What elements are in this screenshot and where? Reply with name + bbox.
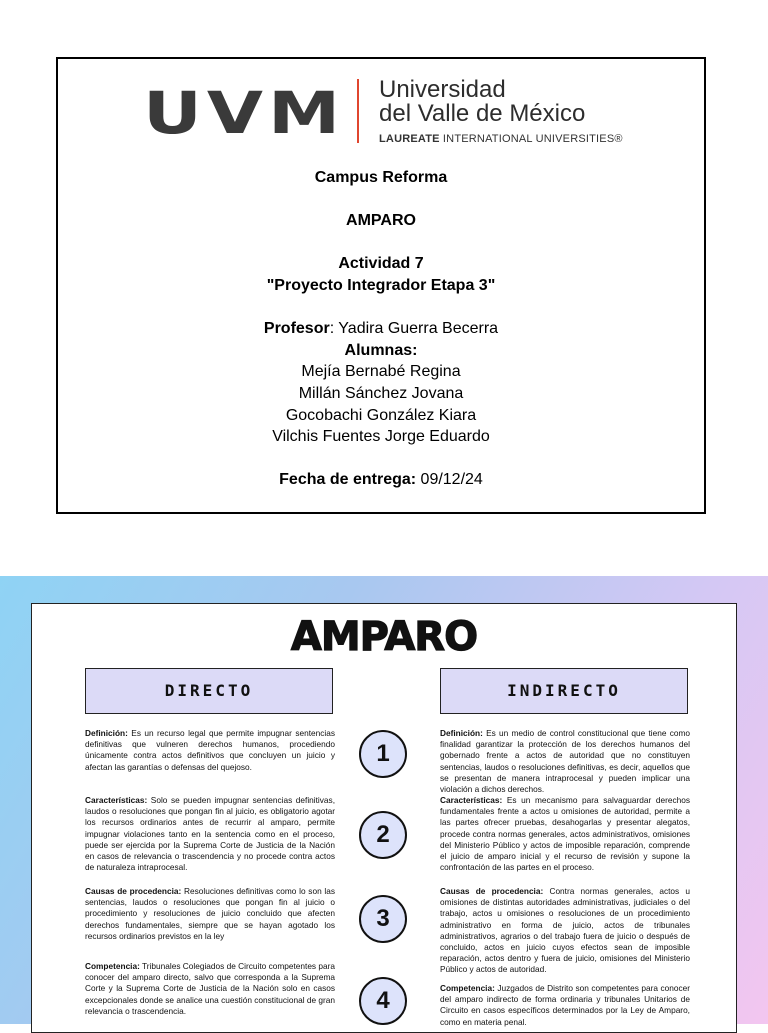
number-circle-4: 4: [359, 977, 407, 1025]
section-label: Causas de procedencia:: [85, 886, 182, 896]
section-text: Es un recurso legal que permite impugnar sentencias definitivas que vulneren derechos humanos, procediendo únicamente contra actos definitivos que concluyen un juicio y afectan las garantías o defensas del quejoso.: [85, 728, 335, 772]
delivery-date-label: Fecha de entrega:: [279, 471, 417, 489]
cover-page: [56, 57, 706, 514]
subject-name: AMPARO: [346, 212, 416, 230]
section-text: Es un mecanismo para salvaguardar derechos fundamentales frente a actos u omisiones de autoridad, permite a las partes ofrecer pruebas, desahogarlas y presentar alegatos, procede contra normas generales, actos administrativos, omisiones del Ministerio Público y actos de imposible reparación, comprende el juicio de amparo inicial y el recurso de revisión y supone la confrontación de las partes en el proceso.: [440, 795, 690, 873]
section-label: Características:: [85, 795, 148, 805]
indirecto-procedencia: [440, 886, 690, 976]
activity-title: Actividad 7: [338, 255, 424, 273]
directo-caracteristicas: [85, 795, 335, 873]
section-text: Contra normas generales, actos u omisiones de distintas autoridades administrativas, judiciales o del trabajo, actos u omisiones o resoluciones de un procedimiento administrativo en forma de juicio, actos de tribunales administrativos, agrarios o del trabajo fuera de juicio o después de concluido, actos en juicio cuyos efectos sean de imposible reparación, actos dentro y fuera de juicio, omisiones del Ministerio Público y actos de autoridad.: [440, 886, 690, 975]
section-label: Competencia:: [85, 961, 140, 971]
logo-name-line1: Universidad: [379, 76, 506, 103]
directo-definicion: [85, 728, 335, 773]
logo-tagline: [379, 133, 623, 145]
delivery-date-line: [58, 469, 704, 491]
number-circle-3: 3: [359, 895, 407, 943]
section-label: Definición:: [85, 728, 128, 738]
uvm-logo: [143, 77, 633, 149]
section-text: Solo se pueden impugnar sentencias definitivas, laudos o resoluciones que pongan fin al juicio, es obligatorio agotar los recursos ordinarios antes de recurrir al amparo, permite impugnar violaciones tanto en la sentencia como en el proceso, puede ser ejercida por la Suprema Corte de Justicia de la Nación en casos de relevancia o trascendencia y no procede contra actos de naturaleza intraprocesal.: [85, 795, 335, 873]
cover-info: [58, 167, 704, 491]
delivery-date-value: 09/12/24: [416, 471, 483, 489]
student-name: Mejía Bernabé Regina: [301, 363, 461, 381]
student-name: Vilchis Fuentes Jorge Eduardo: [272, 428, 490, 446]
section-text: Juzgados de Distrito son competentes para conocer del amparo indirecto de forma ordinaria y tribunales Unitarios de Circuito en casos específicos determinados por la Ley de Amparo, como en materia penal.: [440, 983, 690, 1027]
directo-procedencia: [85, 886, 335, 942]
section-text: Es un medio de control constitucional que tiene como finalidad garantizar la protección de los derechos humanos del gobernado frente a actos de autoridad que no constituyen sentencias, laudos o resoluciones definitivas, es decir, aquellos que se presentan de manera intraprocesal y pueden implicar una violación a dichos derechos.: [440, 728, 690, 795]
number-circle-1: 1: [359, 730, 407, 778]
indirecto-heading: INDIRECTO: [440, 668, 688, 714]
professor-label: Profesor: [263, 320, 330, 338]
indirecto-caracteristicas: [440, 795, 690, 873]
section-label: Definición:: [440, 728, 483, 738]
indirecto-competencia: [440, 983, 690, 1028]
professor-line: [58, 318, 704, 340]
poster-title: AMPARO: [290, 614, 478, 660]
section-label: Características:: [440, 795, 503, 805]
logo-divider: [357, 79, 359, 143]
section-text: Tribunales Colegiados de Circuito competentes para conocer del amparo directo, salvo que corresponda a la Suprema Corte y la Suprema Corte de Justicia de la Nación solo en casos excepcionales donde se analice una cuestión constitucional de gran relevancia o trascendencia.: [85, 961, 336, 1016]
professor-name: : Yadira Guerra Becerra: [329, 320, 499, 338]
indirecto-definicion: [440, 728, 690, 795]
section-label: Causas de procedencia:: [440, 886, 544, 896]
directo-heading: DIRECTO: [85, 668, 333, 714]
logo-mark: UVM: [143, 79, 346, 147]
section-label: Competencia:: [440, 983, 495, 993]
amparo-infographic: [31, 603, 737, 1033]
student-name: Millán Sánchez Jovana: [298, 384, 464, 402]
student-name: Gocobachi González Kiara: [285, 406, 477, 424]
students-label: Alumnas:: [344, 341, 418, 359]
logo-name-line2: del Valle de México: [379, 100, 586, 127]
logo-tagline-rest: INTERNATIONAL UNIVERSITIES®: [439, 133, 623, 145]
number-circle-2: 2: [359, 811, 407, 859]
campus-name: Campus Reforma: [314, 169, 448, 186]
logo-tagline-bold: LAUREATE: [379, 133, 440, 145]
section-text: Resoluciones definitivas como lo son las sentencias, laudos o resoluciones que pongan fin al juicio o procedimiento y resoluciones de juicio concluido que afecten derechos fundamentales, siempre que se hayan agotado los recursos ordinarios previstos en la ley: [85, 886, 336, 941]
project-title: "Proyecto Integrador Etapa 3": [266, 276, 496, 294]
directo-competencia: [85, 961, 335, 1017]
